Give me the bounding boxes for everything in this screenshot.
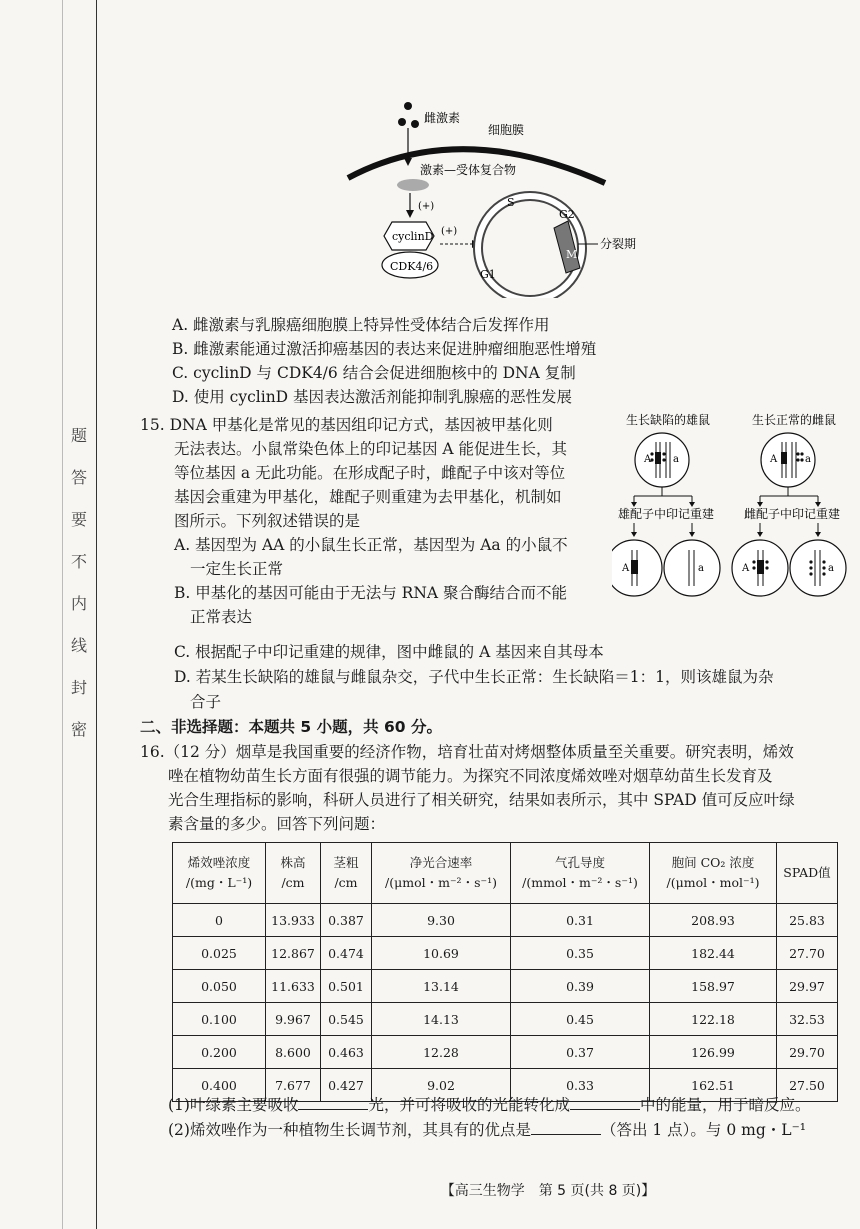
estrogen-cell-cycle-diagram [340, 98, 660, 298]
svg-text:a: a [673, 454, 679, 465]
seal-char: 封 [70, 678, 87, 697]
table-header-row [173, 843, 838, 904]
q15-option-b-cont: 正常表达 [190, 608, 253, 626]
q15-line: 基因会重建为甲基化，雄配子则重建为去甲基化，机制如 [174, 488, 562, 506]
q16-line: 素含量的多少。回答下列问题： [168, 815, 386, 833]
header-cell: 茎粗 /cm [321, 843, 372, 904]
page-footer: 【高三生物学 第 5 页(共 8 页)】 [440, 1183, 656, 1199]
table-row: 0.100 9.967 0.545 14.13 0.45 122.18 32.53 [173, 1003, 838, 1036]
header-cell: 净光合速率 /(μmol・m⁻²・s⁻¹) [372, 843, 511, 904]
complex-label: 激素—受体复合物 [420, 163, 517, 177]
phase-g1: G1 [480, 268, 496, 281]
svg-text:a: a [698, 563, 704, 574]
table-row: 0.050 11.633 0.501 13.14 0.39 158.97 29.97 [173, 970, 838, 1003]
binding-margin-line [62, 0, 63, 1229]
q14-option-b: B. 雌激素能通过激活抑癌基因的表达来促进肿瘤细胞恶性增殖 [172, 340, 597, 358]
results-table [172, 842, 838, 1102]
q16-stem [140, 740, 852, 836]
membrane-label: 细胞膜 [488, 123, 525, 137]
cyclind-label: cyclinD [392, 230, 434, 243]
q15-option-c: C. 根据配子中印记重建的规律，图中雌鼠的 A 基因来自其母本 [174, 643, 604, 661]
q15-stem [140, 413, 610, 629]
female-title: 生长正常的雌鼠 [752, 413, 837, 427]
svg-text:A: A [770, 454, 778, 465]
q16-line: 唑在植物幼苗生长方面有很强的调节能力。为探究不同浓度烯效唑对烟草幼苗生长发育及 [168, 767, 773, 785]
q16-line: 16.（12 分）烟草是我国重要的经济作物，培育壮苗对烤烟整体质量至关重要。研究表明，烯效 [140, 743, 794, 761]
male-title: 生长缺陷的雄鼠 [626, 413, 711, 427]
svg-text:A: A [644, 454, 652, 465]
phase-s: S [507, 196, 515, 209]
seal-char: 内 [70, 594, 87, 613]
table-row: 0.025 12.867 0.474 10.69 0.35 182.44 27.70 [173, 937, 838, 970]
seal-char: 要 [70, 510, 87, 529]
q15-option-a-cont: 一定生长正常 [190, 560, 284, 578]
q16-sub2: (2)烯效唑作为一种植物生长调节剂，其具有的优点是 （答出 1 点）。与 0 mg・L⁻¹ [168, 1121, 806, 1139]
section-heading: 二、非选择题：本题共 5 小题，共 60 分。 [140, 718, 442, 736]
phase-g2: G2 [559, 208, 575, 221]
female-rebuild-label: 雌配子中印记重建 [744, 507, 841, 521]
svg-text:(+): (+) [418, 201, 435, 212]
header-cell: 烯效唑浓度 /(mg・L⁻¹) [173, 843, 266, 904]
header-cell: 胞间 CO₂ 浓度 /(μmol・mol⁻¹) [650, 843, 777, 904]
q15-line: 等位基因 a 无此功能。在形成配子时，雌配子中该对等位 [174, 464, 566, 482]
phase-m: M [566, 248, 578, 261]
seal-column-text [66, 415, 92, 751]
q15-option-d: D. 若某生长缺陷的雄鼠与雌鼠杂交，子代中生长正常：生长缺陷＝1：1，则该雄鼠为杂 [174, 668, 774, 686]
q15-option-b: B. 甲基化的基因可能由于无法与 RNA 聚合酶结合而不能 [174, 584, 568, 602]
seal-char: 题 [70, 426, 87, 445]
table-row: 0.200 8.600 0.463 12.28 0.37 126.99 29.70 [173, 1036, 838, 1069]
male-rebuild-label: 雄配子中印记重建 [618, 507, 715, 521]
q14-option-d: D. 使用 cyclinD 基因表达激活剂能抑制乳腺癌的恶性发展 [172, 388, 573, 406]
q14-option-c: C. cyclinD 与 CDK4/6 结合会促进细胞核中的 DNA 复制 [172, 364, 576, 382]
answer-blank[interactable] [298, 1095, 368, 1110]
seal-char: 不 [70, 552, 87, 571]
q15-option-d-cont: 合子 [190, 693, 222, 711]
svg-text:a: a [805, 454, 811, 465]
header-cell: 气孔导度 /(mmol・m⁻²・s⁻¹) [511, 843, 650, 904]
q15-line: 15. DNA 甲基化是常见的基因组印记方式，基因被甲基化则 [140, 416, 553, 434]
cdk-label: CDK4/6 [390, 260, 434, 273]
q16-line: 光合生理指标的影响，科研人员进行了相关研究，结果如表所示，其中 SPAD 值可反应叶绿 [168, 791, 795, 809]
seal-char: 密 [70, 720, 87, 739]
header-cell: 株高 /cm [266, 843, 321, 904]
q16-sub1: (1)叶绿素主要吸收 光，并可将吸收的光能转化成 中的能量，用于暗反应。 [168, 1096, 811, 1114]
seal-char: 答 [70, 468, 87, 487]
svg-text:(+): (+) [441, 226, 458, 237]
svg-text:a: a [828, 563, 834, 574]
q15-line: 图所示。下列叙述错误的是 [174, 512, 361, 530]
table-row: 0 13.933 0.387 9.30 0.31 208.93 25.83 [173, 904, 838, 937]
header-cell: SPAD值 [777, 843, 838, 904]
answer-blank[interactable] [531, 1120, 601, 1135]
q14-option-a: A. 雌激素与乳腺癌细胞膜上特异性受体结合后发挥作用 [172, 316, 550, 334]
svg-text:A: A [622, 563, 630, 574]
imprint-mechanism-figure [612, 410, 857, 610]
q15-option-a: A. 基因型为 AA 的小鼠生长正常，基因型为 Aa 的小鼠不 [174, 536, 568, 554]
answer-blank[interactable] [570, 1095, 640, 1110]
q15-line: 无法表达。小鼠常染色体上的印记基因 A 能促进生长，其 [174, 440, 568, 458]
division-label: 分裂期 [600, 237, 637, 251]
seal-char: 线 [70, 636, 87, 655]
q15-remaining-options [140, 640, 850, 715]
svg-text:A: A [742, 563, 750, 574]
seal-line [96, 0, 97, 1229]
estrogen-label: 雌激素 [424, 111, 461, 125]
table-row: 0.400 7.677 0.427 9.02 0.33 162.51 27.50 [173, 1069, 838, 1102]
